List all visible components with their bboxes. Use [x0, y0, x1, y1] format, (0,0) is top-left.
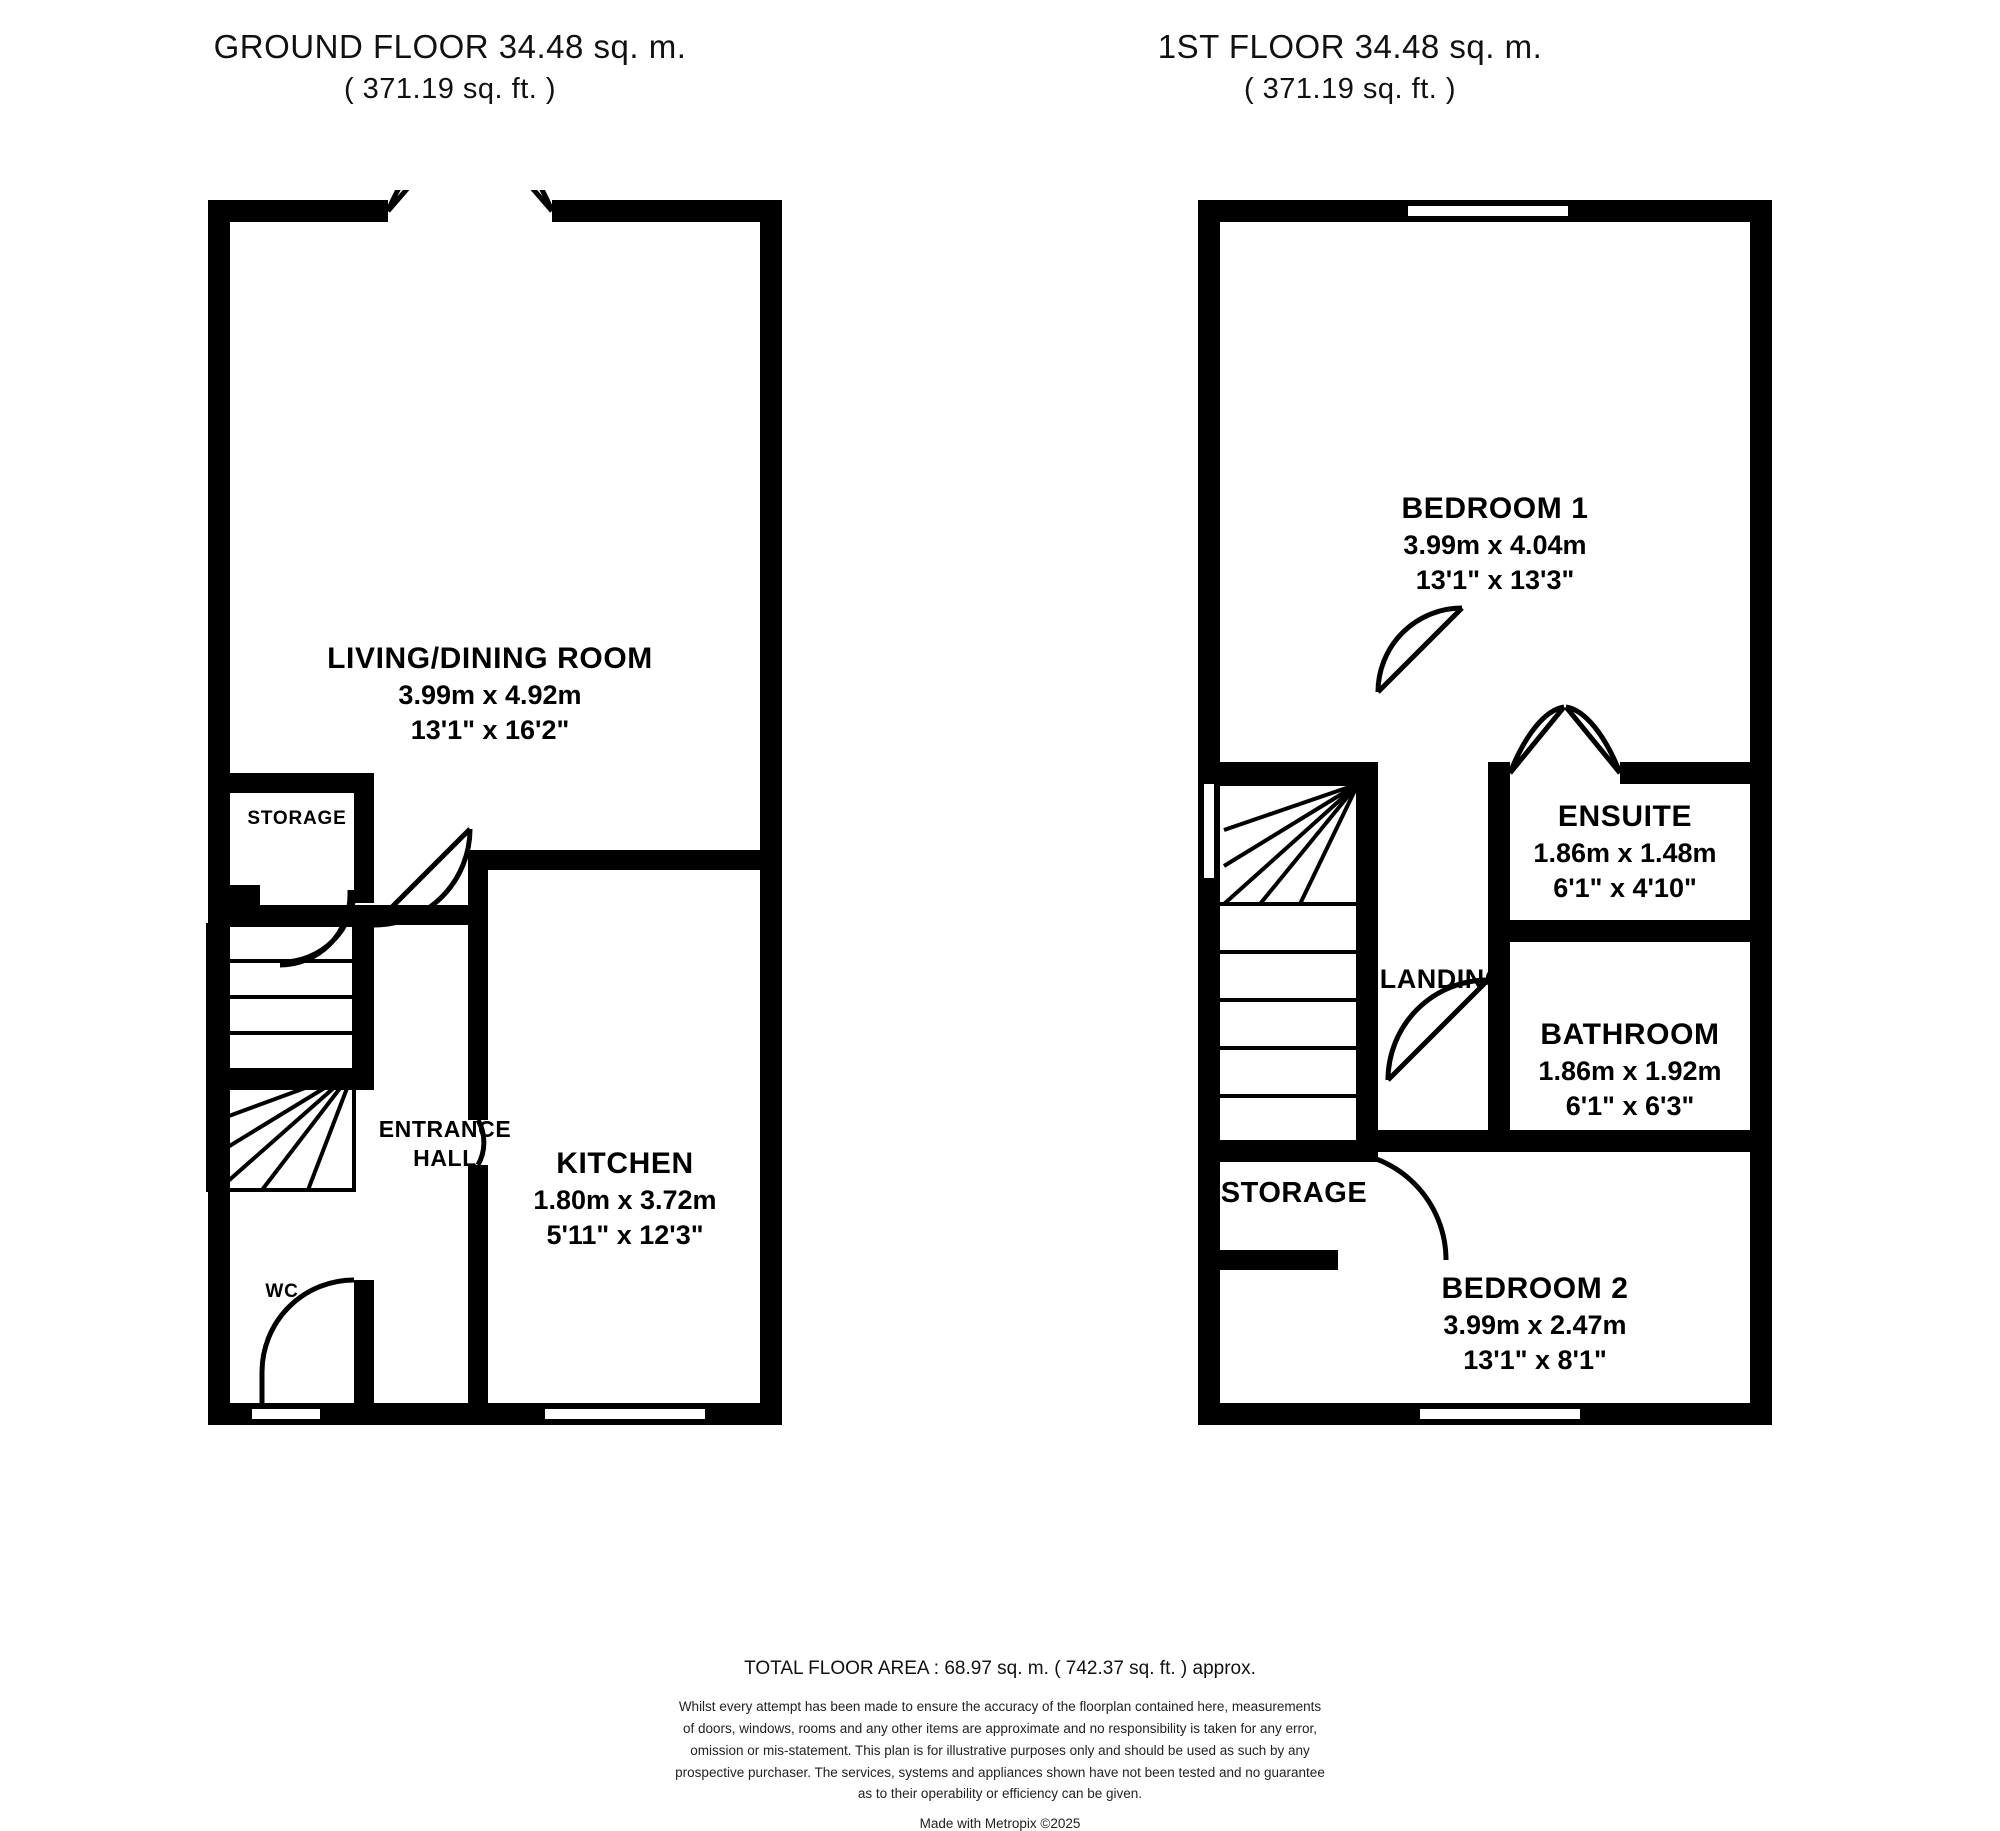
window-landing-left	[1201, 778, 1217, 878]
wall-wc-right	[354, 1280, 374, 1425]
first-floor-title-text: 1ST FLOOR 34.48 sq. m.	[1157, 28, 1543, 65]
wall-top-left	[208, 200, 388, 222]
ground-floor-plan	[200, 190, 830, 1460]
room-name: LIVING/DINING ROOM	[327, 642, 653, 675]
disclaimer-line: as to their operability or efficiency can be given.	[857, 1786, 1143, 1802]
wall-hall-top	[208, 905, 374, 925]
window-wc-bottom	[252, 1406, 320, 1422]
room-label-bathroom	[1490, 1016, 1770, 1123]
room-label-bedroom-1	[1330, 490, 1660, 597]
room-imperial: 6'1" x 6'3"	[1565, 1090, 1695, 1121]
disclaimer-line: Whilst every attempt has been made to ensure the accuracy of the floorplan contained here, measurements	[678, 1699, 1322, 1714]
room-imperial: 13'1" x 16'2"	[410, 714, 570, 745]
first-floor-subtitle: ( 371.19 sq. ft. )	[1243, 73, 1457, 105]
room-imperial: 13'1" x 13'3"	[1415, 564, 1575, 595]
first-floor-title	[1000, 28, 1700, 106]
window-kitchen-bottom	[545, 1406, 705, 1422]
total-floor-area: TOTAL FLOOR AREA : 68.97 sq. m. ( 742.37 sq. ft. ) approx.	[744, 1658, 1256, 1679]
room-label-wc	[222, 1280, 342, 1304]
room-label-storage	[1204, 1175, 1384, 1212]
room-name: STORAGE	[1220, 1177, 1368, 1209]
room-name: KITCHEN	[556, 1147, 694, 1180]
room-imperial: 5'11" x 12'3"	[546, 1219, 704, 1250]
window-bedroom1-top	[1408, 203, 1568, 219]
disclaimer	[0, 1696, 2000, 1805]
ground-floor-title-text: GROUND FLOOR 34.48 sq. m.	[213, 28, 687, 65]
room-name: ENTRANCE HALL	[378, 1116, 512, 1172]
wall-storage-right	[354, 773, 374, 903]
wall-right	[760, 200, 782, 1425]
wall-hall-kitchen-stub	[374, 905, 488, 925]
disclaimer-line: omission or mis-statement. This plan is for illustrative purposes only and should be used as such by any	[690, 1742, 1310, 1758]
room-name: LANDING	[1379, 964, 1507, 994]
wall-bathroom-bottom	[1488, 1130, 1772, 1152]
ground-floor-title	[100, 28, 800, 106]
room-label-bedroom-2	[1370, 1270, 1700, 1377]
room-metric: 1.86m x 1.92m	[1538, 1056, 1722, 1087]
wall-top-right	[552, 200, 782, 222]
room-metric: 3.99m x 4.04m	[1403, 530, 1587, 561]
room-label-storage	[222, 807, 372, 831]
room-name: BEDROOM 1	[1401, 492, 1589, 525]
wall-stair-right	[354, 905, 374, 1090]
wall-landing-top	[1198, 762, 1378, 784]
room-imperial: 6'1" x 4'10"	[1553, 872, 1697, 903]
room-metric: 3.99m x 2.47m	[1443, 1310, 1627, 1341]
wall-ensuite-top-right	[1620, 762, 1772, 784]
wall-storage-top	[222, 773, 374, 793]
room-imperial: 13'1" x 8'1"	[1463, 1344, 1607, 1375]
room-label-kitchen	[490, 1145, 760, 1252]
wall-storage-bottom	[1198, 1250, 1338, 1270]
room-metric: 1.80m x 3.72m	[533, 1185, 717, 1216]
room-label-ensuite	[1480, 798, 1770, 905]
wall-storage-bottom-stub	[222, 885, 260, 905]
wall-bedroom2-top	[1378, 1130, 1508, 1152]
wall-kitchen-top	[468, 850, 782, 870]
wall-kitchen-left-lower	[468, 1165, 488, 1425]
room-label-landing	[1368, 962, 1518, 997]
room-metric: 3.99m x 4.92m	[398, 680, 582, 711]
ground-floor-subtitle: ( 371.19 sq. ft. )	[343, 73, 557, 105]
window-bedroom2-bottom	[1420, 1406, 1580, 1422]
wall-kitchen-left-upper	[468, 850, 488, 1120]
first-floor-plan	[1190, 190, 1820, 1460]
room-name: BEDROOM 2	[1441, 1272, 1629, 1305]
room-metric: 1.86m x 1.48m	[1533, 838, 1717, 869]
disclaimer-line: of doors, windows, rooms and any other items are approximate and no responsibility is taken for any error,	[682, 1720, 1318, 1736]
disclaimer-line: prospective purchaser. The services, systems and appliances shown have not been tested and no guarantee	[675, 1764, 1325, 1780]
room-label-living-dining	[310, 640, 670, 747]
footer	[0, 1658, 2000, 1831]
made-with-credit: Made with Metropix ©2025	[919, 1816, 1081, 1831]
room-name: WC	[265, 1281, 299, 1302]
wall-ensuite-bottom	[1488, 920, 1772, 942]
room-name: BATHROOM	[1540, 1018, 1720, 1051]
room-name: ENSUITE	[1557, 800, 1693, 833]
wall-wc-top	[208, 1070, 374, 1090]
wall-storage-top	[1198, 1140, 1378, 1162]
room-name: STORAGE	[247, 808, 347, 829]
